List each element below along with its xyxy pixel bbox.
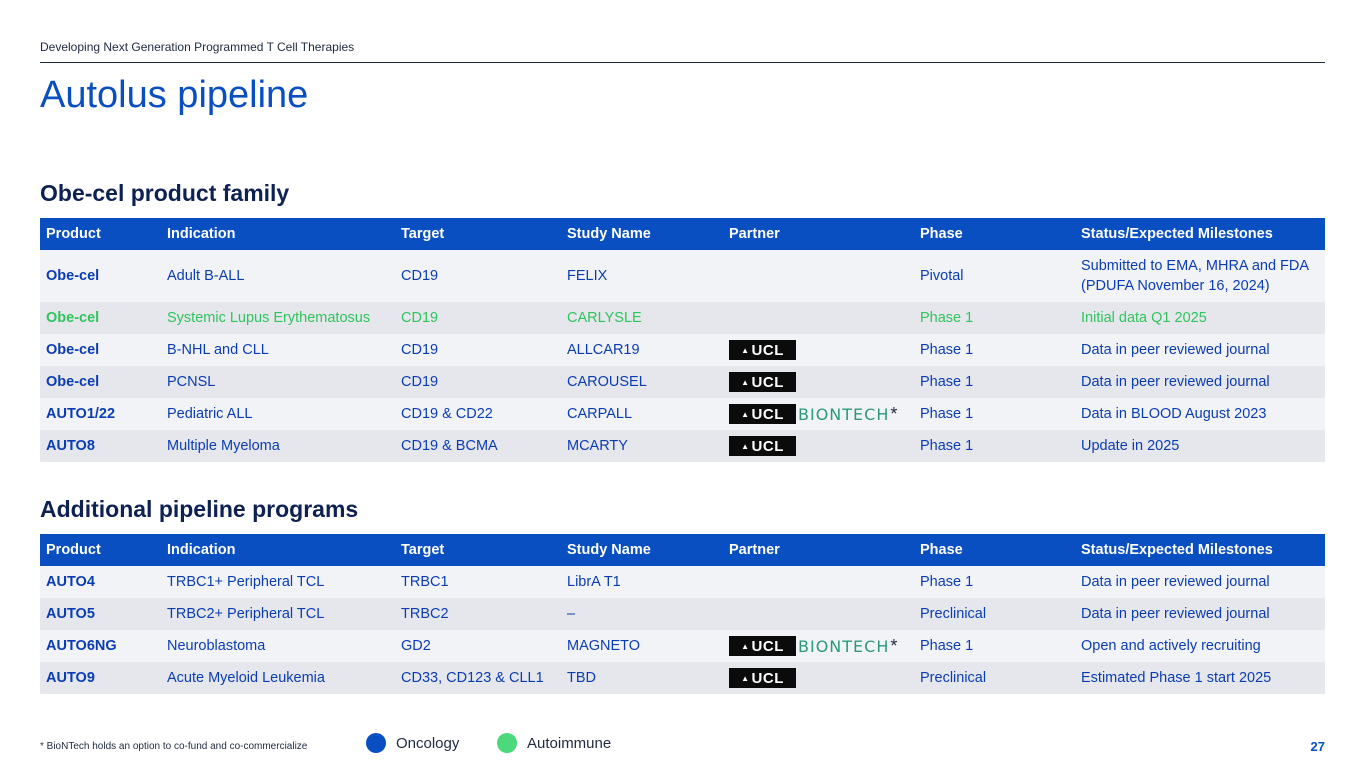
status-cell: Update in 2025: [1075, 430, 1325, 462]
study-name-cell: TBD: [561, 662, 723, 694]
target-cell: TRBC1: [395, 566, 561, 598]
ucl-logo-text: UCL: [751, 637, 784, 655]
ucl-logo: [729, 372, 796, 392]
column-header: Status/Expected Milestones: [1075, 534, 1325, 566]
status-cell: Data in BLOOD August 2023: [1075, 398, 1325, 430]
study-name-cell: CAROUSEL: [561, 366, 723, 398]
column-header: Target: [395, 218, 561, 250]
partner-logos: [729, 340, 908, 360]
table-row: [40, 598, 1325, 630]
page-number: 27: [1310, 739, 1325, 754]
legend-oncology: [366, 733, 459, 753]
legend-label: Oncology: [396, 734, 460, 752]
target-cell: GD2: [395, 630, 561, 662]
partner-cell: [723, 334, 914, 366]
legend-autoimmune: [497, 733, 611, 753]
table-row: [40, 630, 1325, 662]
table-row: [40, 430, 1325, 462]
indication-cell: Multiple Myeloma: [161, 430, 395, 462]
target-cell: CD19: [395, 366, 561, 398]
phase-cell: Preclinical: [914, 662, 1075, 694]
column-header: Status/Expected Milestones: [1075, 218, 1325, 250]
product-cell: AUTO8: [40, 430, 161, 462]
column-header: Partner: [723, 534, 914, 566]
indication-cell: Acute Myeloid Leukemia: [161, 662, 395, 694]
product-cell: Obe-cel: [40, 334, 161, 366]
phase-cell: Pivotal: [914, 250, 1075, 302]
column-header: Product: [40, 218, 161, 250]
column-header: Study Name: [561, 218, 723, 250]
table-row: [40, 302, 1325, 334]
column-header: Study Name: [561, 534, 723, 566]
product-cell: AUTO6NG: [40, 630, 161, 662]
column-header: Product: [40, 534, 161, 566]
study-name-cell: FELIX: [561, 250, 723, 302]
partner-logos: [729, 636, 908, 657]
ucl-dome-icon: ▲: [741, 673, 750, 683]
ucl-logo: [729, 668, 796, 688]
target-cell: CD19: [395, 302, 561, 334]
legend-label: Autoimmune: [527, 734, 612, 752]
table-row: [40, 250, 1325, 302]
page-title: Autolus pipeline: [40, 74, 309, 116]
partner-logos: [729, 668, 908, 688]
indication-cell: PCNSL: [161, 366, 395, 398]
biontech-logo: BIONTECH: [798, 636, 890, 656]
header-divider: [40, 62, 1325, 63]
study-name-cell: CARPALL: [561, 398, 723, 430]
phase-cell: Phase 1: [914, 366, 1075, 398]
ucl-dome-icon: ▲: [741, 641, 750, 651]
ucl-dome-icon: ▲: [741, 409, 750, 419]
phase-cell: Preclinical: [914, 598, 1075, 630]
target-cell: CD33, CD123 & CLL1: [395, 662, 561, 694]
partner-cell: [723, 366, 914, 398]
phase-cell: Phase 1: [914, 334, 1075, 366]
ucl-logo-text: UCL: [751, 341, 784, 359]
table-row: [40, 366, 1325, 398]
study-name-cell: MAGNETO: [561, 630, 723, 662]
column-header: Phase: [914, 218, 1075, 250]
footnote-marker: *: [890, 635, 898, 656]
partner-logos: [729, 436, 908, 456]
section-title-obe-cel: Obe-cel product family: [40, 180, 290, 206]
product-cell: AUTO1/22: [40, 398, 161, 430]
status-cell: Open and actively recruiting: [1075, 630, 1325, 662]
product-cell: Obe-cel: [40, 302, 161, 334]
target-cell: CD19: [395, 334, 561, 366]
ucl-dome-icon: ▲: [741, 377, 750, 387]
indication-cell: Neuroblastoma: [161, 630, 395, 662]
indication-cell: Systemic Lupus Erythematosus: [161, 302, 395, 334]
table-row: [40, 662, 1325, 694]
indication-cell: B-NHL and CLL: [161, 334, 395, 366]
product-cell: AUTO9: [40, 662, 161, 694]
status-cell: Data in peer reviewed journal: [1075, 598, 1325, 630]
indication-cell: TRBC2+ Peripheral TCL: [161, 598, 395, 630]
target-cell: TRBC2: [395, 598, 561, 630]
partner-cell: [723, 302, 914, 334]
ucl-logo-text: UCL: [751, 405, 784, 423]
product-cell: AUTO4: [40, 566, 161, 598]
column-header: Partner: [723, 218, 914, 250]
study-name-cell: CARLYSLE: [561, 302, 723, 334]
ucl-logo: [729, 636, 796, 656]
section-title-additional: Additional pipeline programs: [40, 496, 359, 522]
product-cell: AUTO5: [40, 598, 161, 630]
indication-cell: Pediatric ALL: [161, 398, 395, 430]
header-subtitle: Developing Next Generation Programmed T Cell Therapies: [40, 40, 355, 54]
column-header: Indication: [161, 218, 395, 250]
phase-cell: Phase 1: [914, 302, 1075, 334]
target-cell: CD19: [395, 250, 561, 302]
study-name-cell: –: [561, 598, 723, 630]
column-header: Target: [395, 534, 561, 566]
status-cell: Estimated Phase 1 start 2025: [1075, 662, 1325, 694]
study-name-cell: ALLCAR19: [561, 334, 723, 366]
phase-cell: Phase 1: [914, 430, 1075, 462]
status-cell: Data in peer reviewed journal: [1075, 566, 1325, 598]
status-cell: Data in peer reviewed journal: [1075, 334, 1325, 366]
biontech-logo: BIONTECH: [798, 404, 890, 424]
status-cell: Submitted to EMA, MHRA and FDA (PDUFA November 16, 2024): [1075, 250, 1325, 302]
status-cell: Initial data Q1 2025: [1075, 302, 1325, 334]
indication-cell: TRBC1+ Peripheral TCL: [161, 566, 395, 598]
ucl-logo: [729, 404, 796, 424]
status-cell: Data in peer reviewed journal: [1075, 366, 1325, 398]
partner-cell: [723, 630, 914, 662]
oncology-dot-icon: [366, 733, 386, 753]
autoimmune-dot-icon: [497, 733, 517, 753]
product-cell: Obe-cel: [40, 366, 161, 398]
partner-cell: [723, 566, 914, 598]
table-header-row: [40, 218, 1325, 250]
table-row: [40, 334, 1325, 366]
footnote: * BioNTech holds an option to co-fund and co-commercialize: [40, 741, 308, 752]
partner-cell: [723, 598, 914, 630]
partner-cell: [723, 398, 914, 430]
product-cell: Obe-cel: [40, 250, 161, 302]
partner-logos: [729, 372, 908, 392]
ucl-dome-icon: ▲: [741, 345, 750, 355]
phase-cell: Phase 1: [914, 566, 1075, 598]
additional-programs-table: [40, 534, 1325, 694]
ucl-logo: [729, 340, 796, 360]
ucl-logo-text: UCL: [751, 437, 784, 455]
partner-logos: [729, 404, 908, 425]
target-cell: CD19 & CD22: [395, 398, 561, 430]
partner-cell: [723, 430, 914, 462]
phase-cell: Phase 1: [914, 398, 1075, 430]
study-name-cell: MCARTY: [561, 430, 723, 462]
column-header: Phase: [914, 534, 1075, 566]
table-header-row: [40, 534, 1325, 566]
target-cell: CD19 & BCMA: [395, 430, 561, 462]
partner-cell: [723, 662, 914, 694]
ucl-dome-icon: ▲: [741, 441, 750, 451]
table-row: [40, 398, 1325, 430]
partner-cell: [723, 250, 914, 302]
ucl-logo-text: UCL: [751, 373, 784, 391]
footnote-marker: *: [890, 403, 898, 424]
indication-cell: Adult B-ALL: [161, 250, 395, 302]
phase-cell: Phase 1: [914, 630, 1075, 662]
ucl-logo: [729, 436, 796, 456]
study-name-cell: LibrA T1: [561, 566, 723, 598]
ucl-logo-text: UCL: [751, 669, 784, 687]
column-header: Indication: [161, 534, 395, 566]
obe-cel-table: [40, 218, 1325, 462]
table-row: [40, 566, 1325, 598]
